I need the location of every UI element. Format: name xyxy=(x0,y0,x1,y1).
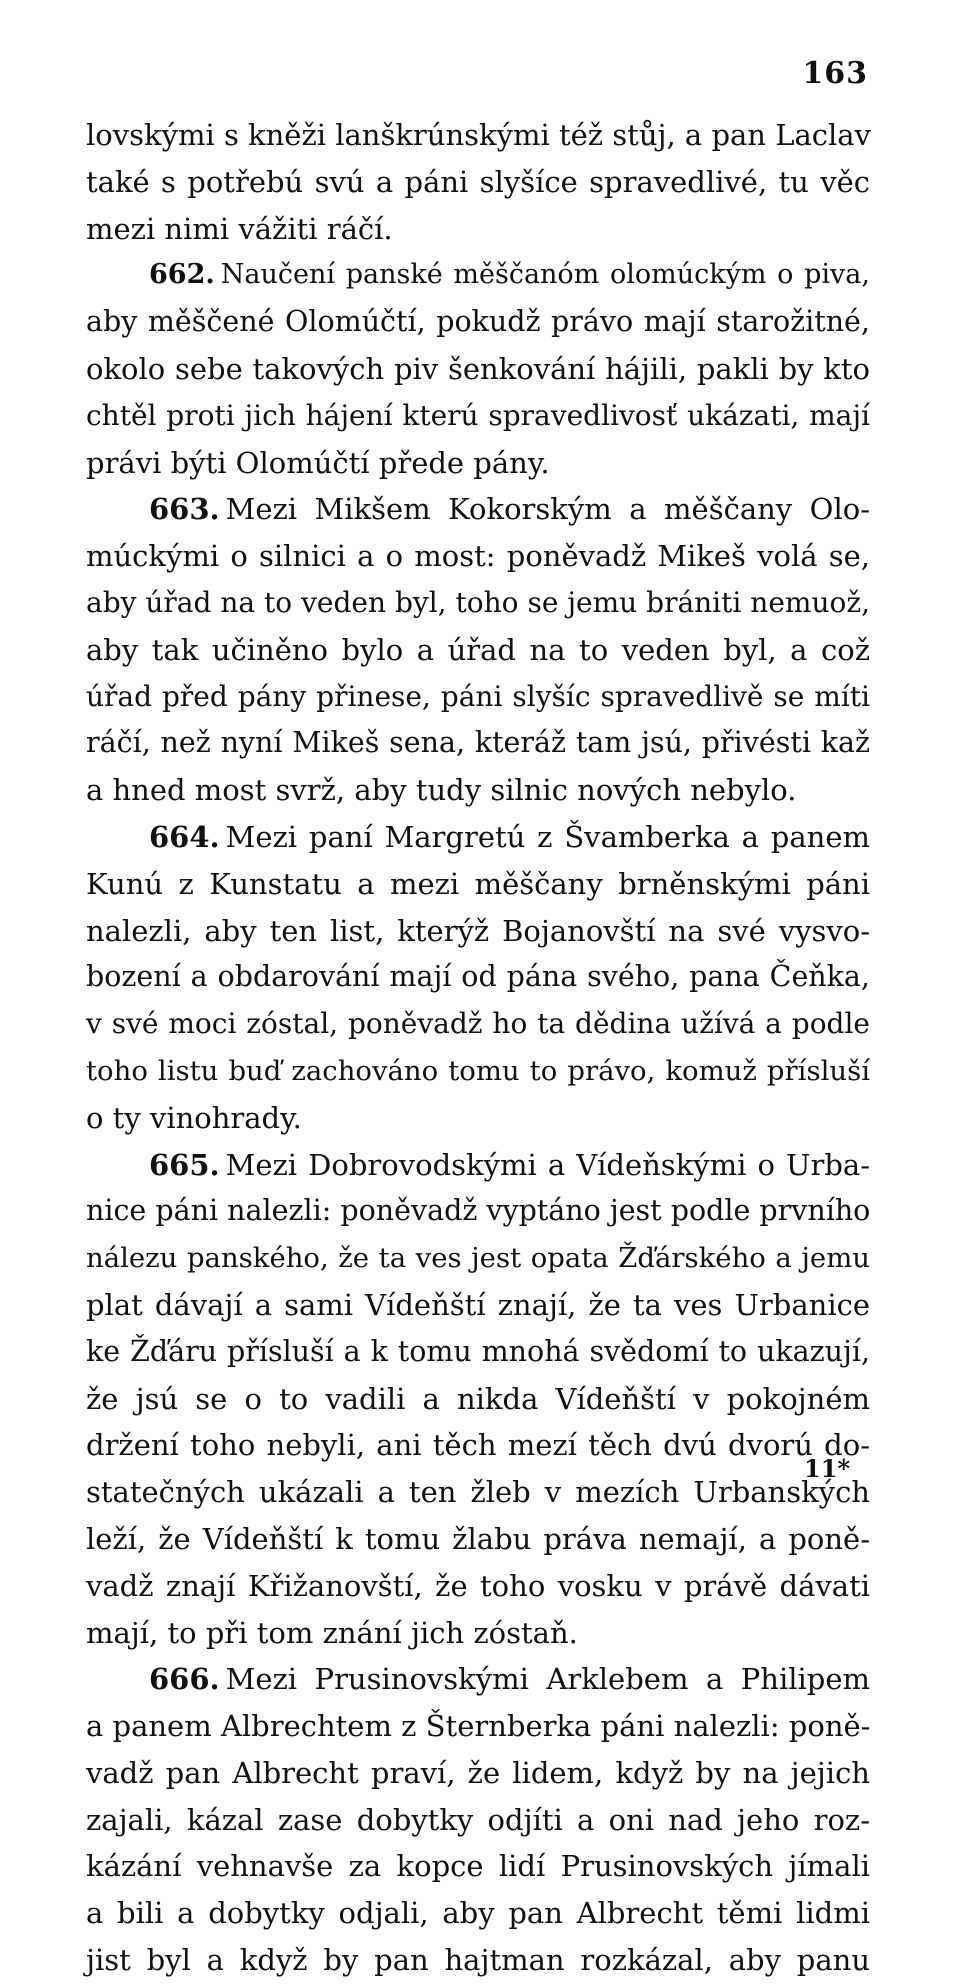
line-text: múckými o silnici a o most: poněvadž Mikeš volá se, xyxy=(86,539,870,574)
line-text: kázání vehnavše za kopce lidí Prusinovských jímali xyxy=(86,1849,870,1884)
text-line xyxy=(86,1235,870,1282)
text-line xyxy=(86,1282,870,1329)
paragraph-number: 666. xyxy=(149,1662,220,1697)
line-text: Mezi Dobrovodskými a Vídeňskými o Urba- xyxy=(225,1147,870,1182)
line-text: a panem Albrechtem z Šternberka páni nalezli: poně- xyxy=(86,1709,871,1744)
line-text: mají, to při tom znání jich zóstaň. xyxy=(86,1615,578,1650)
text-line xyxy=(86,1750,870,1797)
line-text: Kunú z Kunstatu a mezi měščany brněnskými páni xyxy=(86,866,870,901)
line-text: nalezli, aby ten list, kterýž Bojanovští na své vysvo- xyxy=(86,913,870,948)
line-text: právi býti Olomúčtí přede pány. xyxy=(86,445,550,480)
signature-mark: 11* xyxy=(804,1454,850,1483)
text-line xyxy=(86,1329,870,1376)
line-text: ráčí, než nyní Mikeš sena, kteráž tam jsú, přivésti kaž xyxy=(86,726,870,760)
text-line xyxy=(86,1516,870,1563)
text-line xyxy=(86,767,870,814)
text-line xyxy=(86,1422,870,1469)
line-text: lovskými s kněži lanškrúnskými též stůj, a pan Laclav xyxy=(86,118,871,152)
line-text: držení toho nebyli, ani těch mezí těch dvú dvorú do- xyxy=(86,1428,870,1463)
line-text: Naučení panské měščanóm olomúckým o piva, xyxy=(220,259,870,291)
line-text: statečných ukázali a ten žleb v mezích Urbanských xyxy=(86,1475,870,1510)
text-line xyxy=(86,1001,870,1048)
text-line xyxy=(86,1563,870,1610)
text-line xyxy=(86,1937,870,1984)
text-line xyxy=(86,112,870,159)
text-line xyxy=(86,908,870,955)
line-text: aby tak učiněno bylo a úřad na to veden byl, a což xyxy=(86,632,870,667)
text-line xyxy=(86,627,870,674)
line-text: toho listu buď zachováno tomu to právo, komuž přísluší xyxy=(86,1054,870,1087)
line-text: nice páni nalezli: poněvadž vyptáno jest podle prvního xyxy=(86,1194,871,1228)
line-text: Mezi Mikšem Kokorským a měščany Olo- xyxy=(225,492,870,527)
line-text: vadž znají Křižanovští, že toho vosku v právě dávati xyxy=(86,1568,870,1603)
paragraph-start-line xyxy=(86,252,870,299)
text-line xyxy=(86,440,870,487)
text-line xyxy=(86,1048,870,1095)
text-line xyxy=(86,393,870,440)
page-number: 163 xyxy=(802,56,868,91)
body-text xyxy=(86,112,870,1984)
line-text: že jsú se o to vadili a nikda Vídeňští v pokojném xyxy=(86,1381,870,1416)
text-line xyxy=(86,720,870,767)
line-text: Mezi Prusinovskými Arklebem a Philipem xyxy=(225,1662,870,1697)
text-line xyxy=(86,674,870,721)
line-text: chtěl proti jich hájení kterú spravedlivosť ukázati, mají xyxy=(86,398,870,432)
text-line xyxy=(86,1376,870,1423)
text-line xyxy=(86,1188,870,1235)
paragraph-start-line xyxy=(86,1656,870,1703)
text-line xyxy=(86,1095,870,1142)
line-text: a bili a dobytky odjali, aby pan Albrecht těmi lidmi xyxy=(86,1896,870,1931)
text-line xyxy=(86,580,870,627)
text-line xyxy=(86,861,870,908)
text-line xyxy=(86,1797,870,1844)
line-text: v své moci zóstal, poněvadž ho ta dědina užívá a podle xyxy=(86,1007,870,1041)
text-line xyxy=(86,1890,870,1937)
line-text: vadž pan Albrecht praví, že lidem, když by na jejich xyxy=(86,1755,870,1790)
text-line xyxy=(86,1703,870,1750)
line-text: leží, že Vídeňští k tomu žlabu práva nemají, a poně- xyxy=(86,1521,870,1556)
line-text: mezi nimi vážiti ráčí. xyxy=(86,211,393,246)
paragraph-number: 662. xyxy=(149,259,215,291)
line-text: plat dávají a sami Vídeňští znají, že ta ves Urbanice xyxy=(86,1287,870,1322)
text-line xyxy=(86,954,870,1001)
text-line xyxy=(86,299,870,346)
text-line xyxy=(86,1469,870,1516)
paragraph-number: 665. xyxy=(149,1147,220,1182)
line-text: aby úřad na to veden byl, toho se jemu brániti nemuož, xyxy=(86,585,870,619)
line-text: Mezi paní Margretú z Švamberka a panem xyxy=(225,819,870,854)
line-text: o ty vinohrady. xyxy=(86,1100,302,1135)
line-text: jist byl a když by pan hajtman rozkázal, aby panu xyxy=(86,1943,870,1978)
text-line xyxy=(86,1843,870,1890)
paragraph-number: 664. xyxy=(149,819,220,854)
line-text: zajali, kázal zase dobytky odjíti a oni nad jeho roz- xyxy=(86,1802,870,1837)
line-text: ke Žďáru přísluší a k tomu mnohá svědomí to ukazují, xyxy=(86,1334,870,1368)
text-line xyxy=(86,1610,870,1657)
text-line xyxy=(86,206,870,253)
line-text: okolo sebe takových piv šenkování hájili, pakli by kto xyxy=(86,351,870,386)
paragraph-start-line xyxy=(86,814,870,861)
line-text: úřad před pány přinese, páni slyšíc spravedlivě se míti xyxy=(86,679,870,713)
line-text: také s potřebú svú a páni slyšíce spravedlivé, tu věc xyxy=(86,164,870,199)
line-text: nálezu panského, že ta ves jest opata Žďárského a jemu xyxy=(86,1242,870,1275)
line-text: a hned most svrž, aby tudy silnic nových nebylo. xyxy=(86,773,797,808)
paragraph-start-line xyxy=(86,1142,870,1189)
text-line xyxy=(86,346,870,393)
text-line xyxy=(86,533,870,580)
paragraph-start-line xyxy=(86,486,870,533)
paragraph-number: 663. xyxy=(149,492,220,527)
line-text: bození a obdarování mají od pána svého, pana Čeňka, xyxy=(86,960,870,994)
text-line xyxy=(86,159,870,206)
line-text: aby měščené Olomúčtí, pokudž právo mají starožitné, xyxy=(86,305,870,339)
